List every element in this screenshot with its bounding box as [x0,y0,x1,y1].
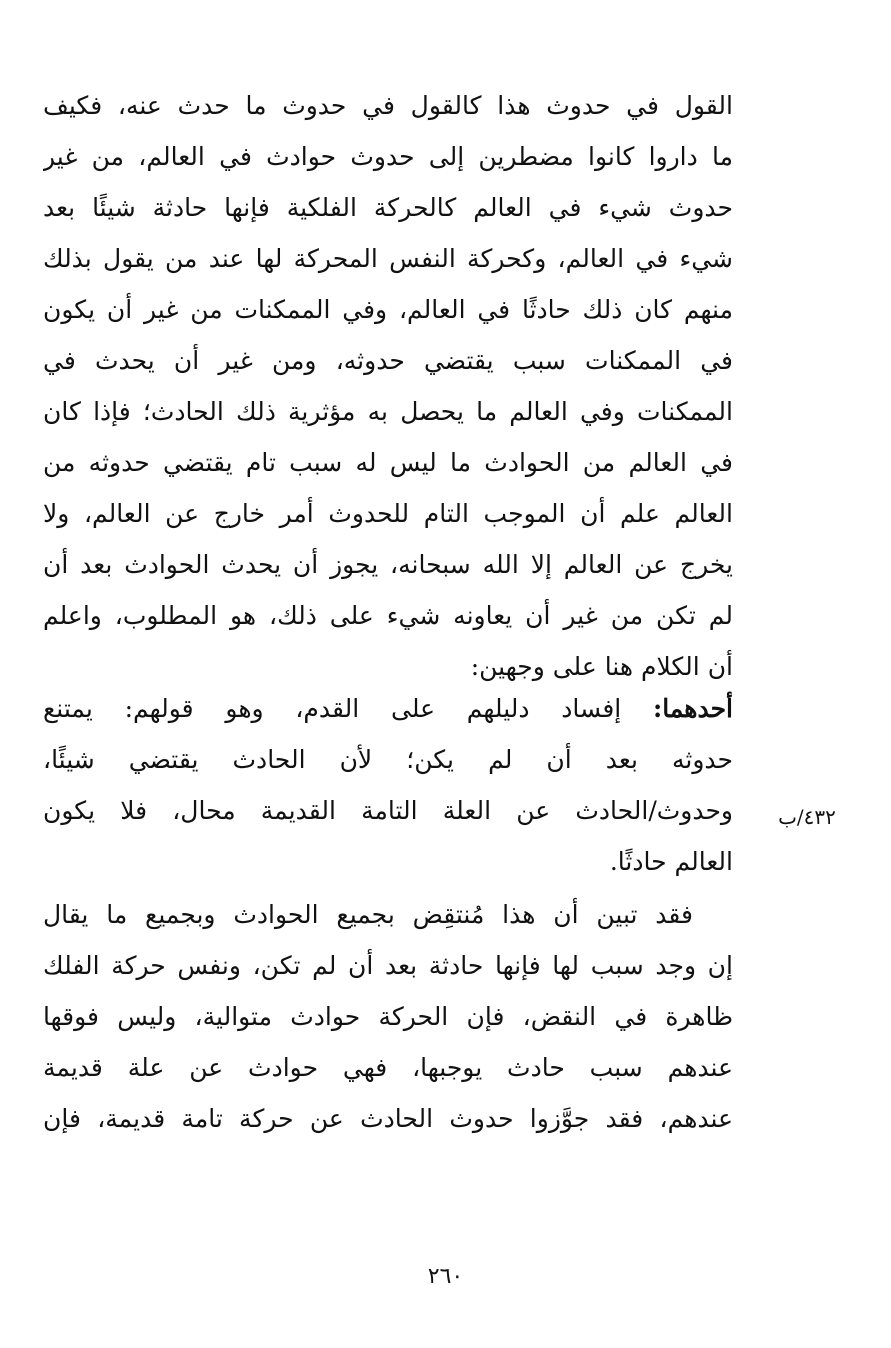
paragraph-line-text: إفساد دليلهم على القدم، وهو قولهم: يمتنع [43,694,653,723]
page-number: ٢٦٠ [427,1264,464,1289]
paragraph-line: عندهم سبب حادث يوجبها، فهي حوادث عن علة قديمة [43,1053,733,1082]
paragraph-line: شيء في العالم، وكحركة النفس المحركة لها عند من يقول بذلك [43,244,733,273]
paragraph-lead: أحدهما: [652,694,733,723]
paragraph-line: القول في حدوث هذا كالقول في حدوث ما حدث عنه، فكيف [43,91,733,120]
paragraph-line: إن وجد سبب لها فإنها حادثة بعد أن لم تكن، ونفس حركة الفلك [43,951,733,980]
paragraph-line: حدوثه بعد أن لم يكن؛ لأن الحادث يقتضي شيئًا، [43,745,733,774]
paragraph-line: لم تكن من غير أن يعاونه شيء على ذلك، هو المطلوب، واعلم [43,601,733,630]
paragraph-line-with-lead [43,683,733,734]
paragraph-2 [43,683,733,887]
paragraph-line: ما داروا كانوا مضطرين إلى حدوث حوادث في العالم، من غير [43,142,733,171]
paragraph-1 [43,80,733,692]
paragraph-line: يخرج عن العالم إلا الله سبحانه، يجوز أن يحدث الحوادث بعد أن [43,550,733,579]
paragraph-line: في الممكنات سبب يقتضي حدوثه، ومن غير أن يحدث في [43,346,733,375]
paragraph-line: العالم حادثًا. [609,847,733,876]
paragraph-line: عندهم، فقد جوَّزوا حدوث الحادث عن حركة تامة قديمة، فإن [43,1104,733,1133]
paragraph-line: حدوث شيء في العالم كالحركة الفلكية فإنها حادثة شيئًا بعد [43,193,733,222]
paragraph-line: في العالم من الحوادث ما ليس له سبب تام يقتضي حدوثه من [43,448,733,477]
paragraph-line: أن الكلام هنا على وجهين: [470,652,733,681]
paragraph-line: الممكنات وفي العالم ما يحصل به مؤثرية ذلك الحادث؛ فإذا كان [43,397,733,426]
paragraph-line: وحدوث/الحادث عن العلة التامة القديمة محال، فلا يكون [43,796,733,825]
paragraph-line: ظاهرة في النقض، فإن الحركة حوادث متوالية، وليس فوقها [43,1002,733,1031]
paragraph-line: فقد تبين أن هذا مُنتقِض بجميع الحوادث وبجميع ما يقال [43,900,693,929]
paragraph-line: منهم كان ذلك حادثًا في العالم، وفي الممكنات من غير أن يكون [43,295,733,324]
margin-note: ٤٣٢/ب [778,805,836,829]
paragraph-line: العالم علم أن الموجب التام للحدوث أمر خارج عن العالم، ولا [43,499,733,528]
paragraph-3 [43,889,733,1144]
